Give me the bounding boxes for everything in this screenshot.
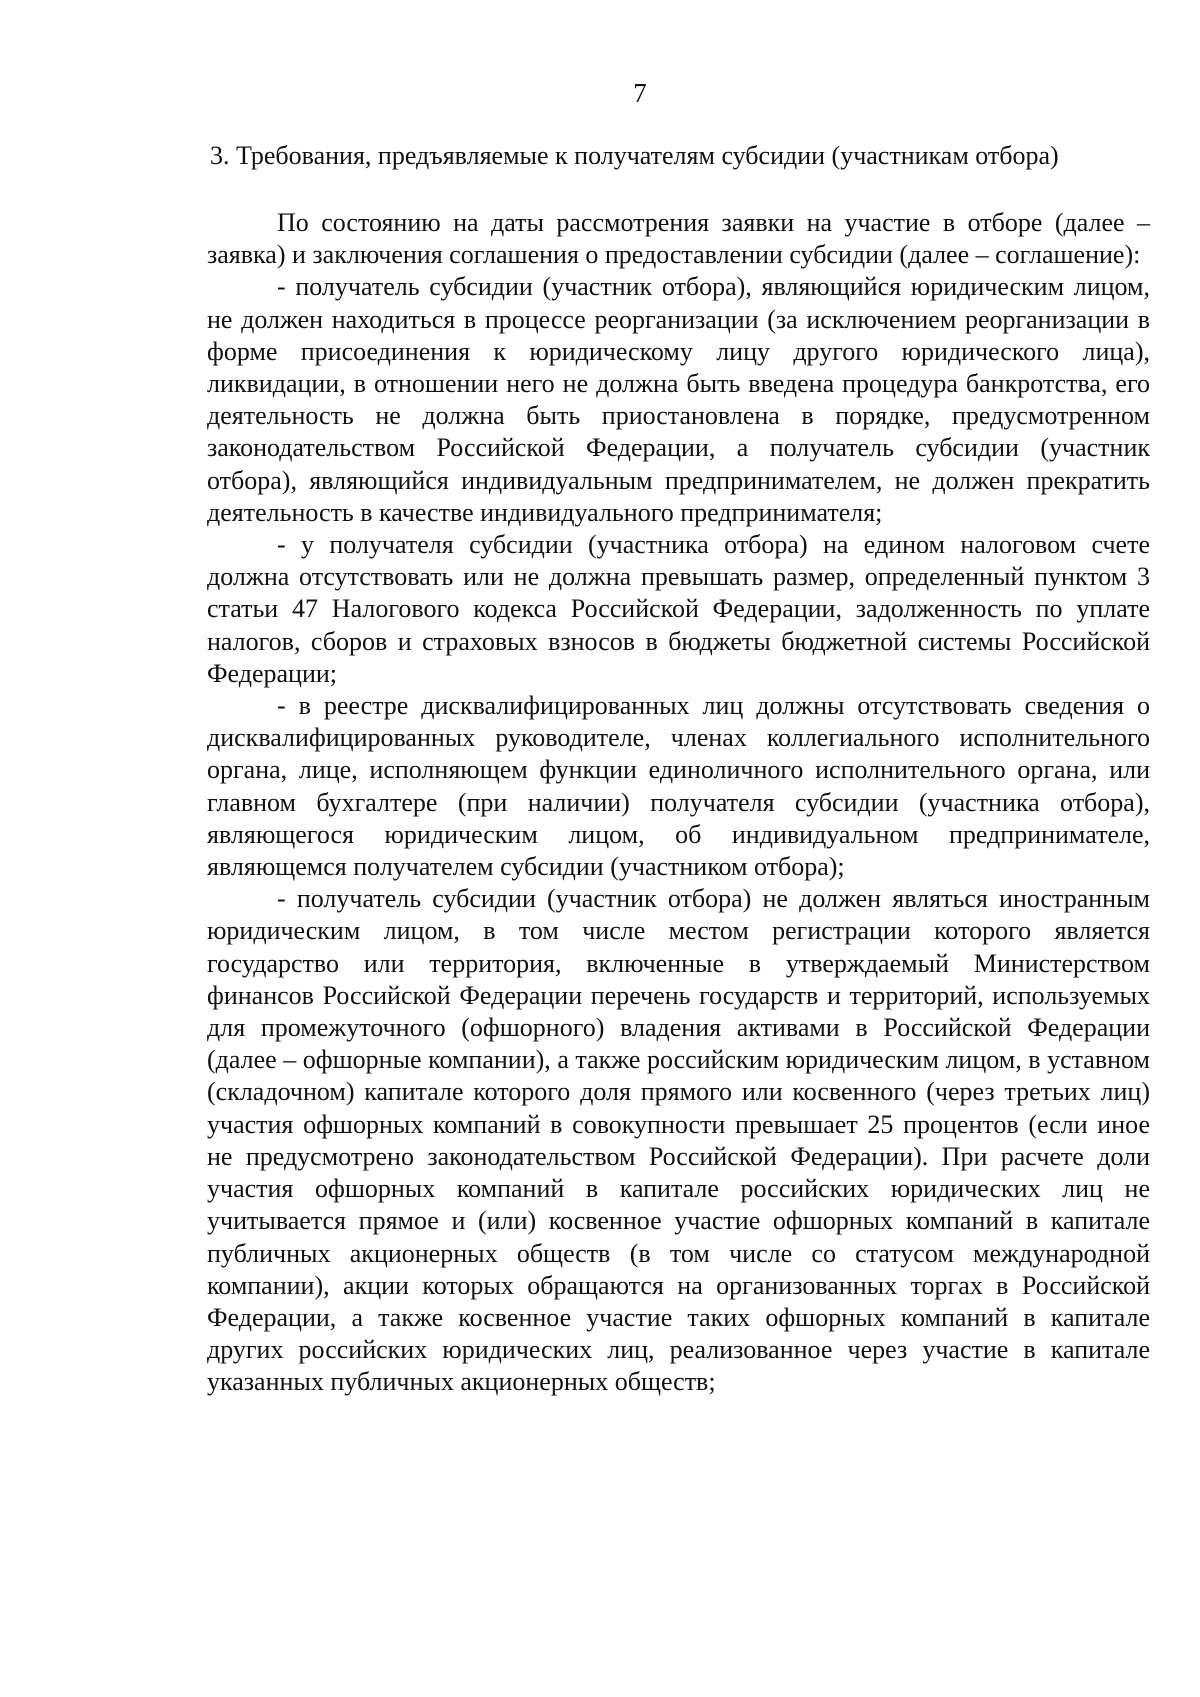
paragraph-offshore: - получатель субсидии (участник отбора) не должен являться иностранным юридическим лицом, в том числе местом регистрации которого является государство или территория, включенные в утверждаемый Министерством финансов Российской Федерации перечень государств и территорий, используемых для промежуточного (офшорного) владения активами в Российской Федерации (далее – офшорные компании), а также российским юридическим лицом, в уставном (складочном) капитале которого доля прямого или косвенного (через третьих лиц) участия офшорных компаний в совокупности превышает 25 процентов (если иное не предусмотрено законодательством Российской Федерации). При расчете доли участия офшорных компаний в капитале российских юридических лиц не учитывается прямое и (или) косвенное участие офшорных компаний в капитале публичных акционерных обществ (в том числе со статусом международной компании), акции которых обращаются на организованных торгах в Российской Федерации, а также косвенное участие таких офшорных компаний в капитале других российских юридических лиц, реализованное через участие в капитале указанных публичных акционерных обществ; xyxy=(207,884,1150,1397)
paragraph-reorganization: - получатель субсидии (участник отбора), являющийся юридическим лицом, не должен находиться в процессе реорганизации (за исключением реорганизации в форме присоединения к юридическому лицу другого юридического лица), ликвидации, в отношении него не должна быть введена процедура банкротства, его деятельность не должна быть приостановлена в порядке, предусмотренном законодательством Российской Федерации, а получатель субсидии (участник отбора), являющийся индивидуальным предпринимателем, не должен прекратить деятельность в качестве индивидуального предпринимателя; xyxy=(207,272,1150,527)
paragraph-disqualified-registry: - в реестре дисквалифицированных лиц должны отсутствовать сведения о дисквалифицированных руководителе, членах коллегиального исполнительного органа, лице, исполняющем функции единоличного исполнительного органа, или главном бухгалтере (при наличии) получателя субсидии (участника отбора), являющегося юридическим лицом, об индивидуальном предпринимателе, являющемся получателем субсидии (участником отбора); xyxy=(207,691,1150,882)
paragraph-intro: По состоянию на даты рассмотрения заявки на участие в отборе (далее – заявка) и заключения соглашения о предоставлении субсидии (далее – соглашение): xyxy=(207,208,1150,270)
paragraph-tax-debt: - у получателя субсидии (участника отбора) на едином налоговом счете должна отсутствовать или не должна превышать размер, определенный пунктом 3 статьи 47 Налогового кодекса Российской Федерации, задолженность по уплате налогов, сборов и страховых взносов в бюджеты бюджетной системы Российской Федерации; xyxy=(207,530,1150,688)
page-number: 7 xyxy=(633,78,647,108)
document-body xyxy=(207,207,1150,1399)
section-title: 3. Требования, предъявляемые к получателям субсидии (участникам отбора) xyxy=(210,141,1059,170)
